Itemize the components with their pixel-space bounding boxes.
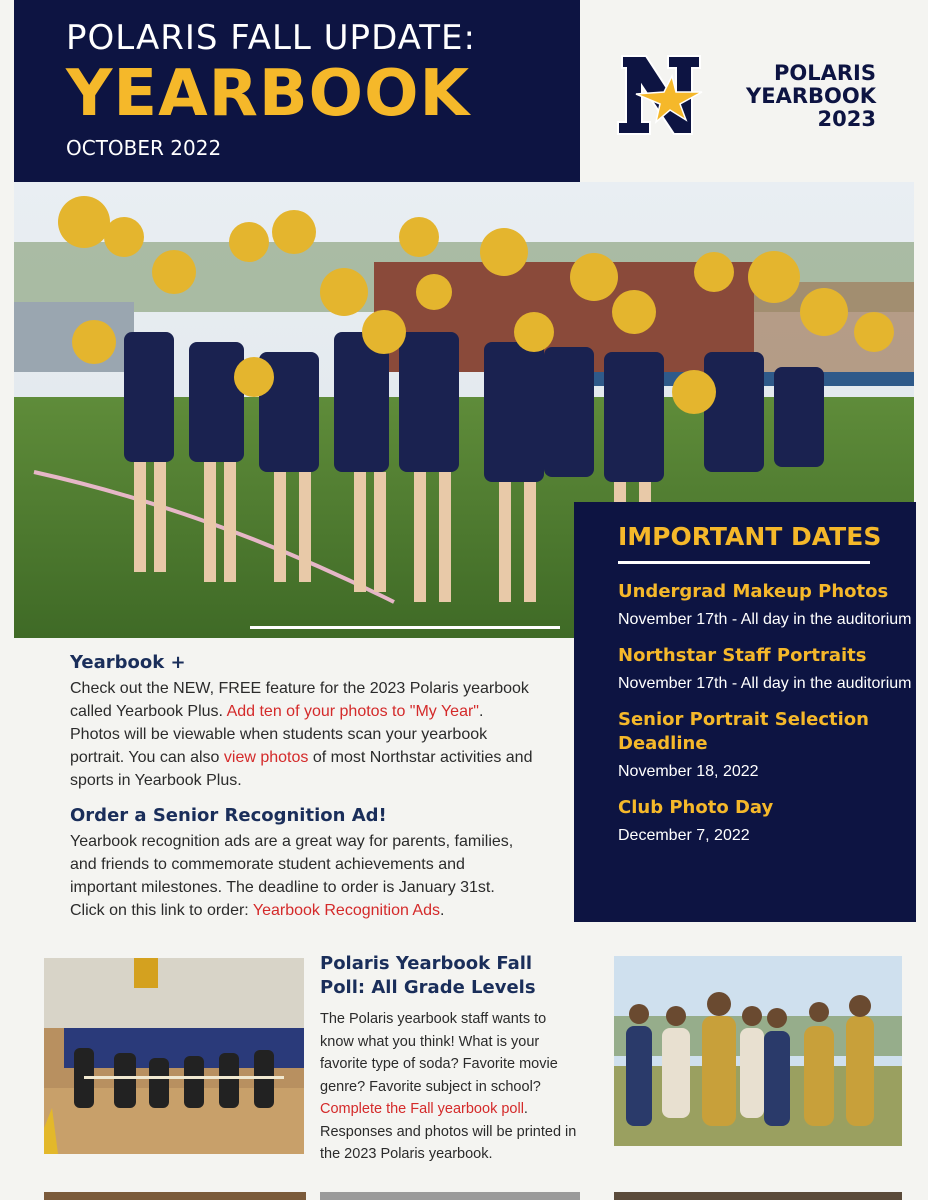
yearbook-recognition-ads-link[interactable]: Yearbook Recognition Ads xyxy=(252,902,440,919)
date-item-heading: Club Photo Day xyxy=(618,797,774,818)
senior-ad-text-part: Yearbook recognition ads are a great way for parents, families, and friends to commemorate student achievements and important milestones. The deadline to order is January 31st. Click on this link to order: xyxy=(70,833,514,919)
date-item-heading: Senior Portrait Selection Deadline xyxy=(618,709,869,754)
header-banner xyxy=(14,0,580,182)
fall-poll-text-part: The Polaris yearbook staff wants to know what you think! What is your favorite type of soda? Favorite movie genre? Favorite subject in school? xyxy=(320,1011,558,1095)
date-item xyxy=(618,580,916,632)
northstar-logo-icon xyxy=(616,52,706,138)
senior-ad-heading: Order a Senior Recognition Ad! xyxy=(70,805,387,826)
homecoming-court-photo xyxy=(614,956,902,1146)
senior-ad-section xyxy=(70,805,540,922)
brand-line3: 2023 xyxy=(817,107,876,131)
yearbook-plus-text-part: of most Northstar activities and sports in Yearbook Plus. xyxy=(70,749,533,789)
header-title-yearbook: YEARBOOK xyxy=(66,57,471,131)
date-item-heading: Northstar Staff Portraits xyxy=(618,645,867,666)
important-dates-divider xyxy=(618,561,870,564)
date-item-detail: December 7, 2022 xyxy=(618,827,750,844)
yearbook-plus-text-part: . Photos will be viewable when students scan your yearbook portrait. You can also xyxy=(70,703,488,766)
yearbook-plus-text xyxy=(70,677,536,792)
date-item-detail: November 17th - All day in the auditorium xyxy=(618,675,912,692)
important-dates-panel xyxy=(574,502,916,922)
brand-wordmark xyxy=(716,62,876,131)
tug-of-war-photo xyxy=(44,958,304,1154)
date-item xyxy=(618,796,916,848)
header-title-line1: POLARIS FALL UPDATE: xyxy=(66,18,476,58)
add-photos-my-year-link[interactable]: Add ten of your photos to "My Year" xyxy=(226,703,479,720)
date-item-heading: Undergrad Makeup Photos xyxy=(618,581,889,602)
fall-poll-section xyxy=(320,952,582,1166)
fall-poll-text-part: . Responses and photos will be printed in the 2023 Polaris yearbook. xyxy=(320,1101,577,1162)
header-date: OCTOBER 2022 xyxy=(66,136,222,160)
yearbook-plus-heading: Yearbook + xyxy=(70,652,186,673)
fall-poll-heading: Polaris Yearbook Fall Poll: All Grade Levels xyxy=(320,953,536,998)
date-item-detail: November 17th - All day in the auditorium xyxy=(618,611,912,628)
fall-poll-text xyxy=(320,1008,582,1166)
yearbook-plus-text-part: Check out the NEW, FREE feature for the 2023 Polaris yearbook called Yearbook Plus. xyxy=(70,680,529,720)
senior-ad-text-part: . xyxy=(440,902,445,919)
important-dates-title: IMPORTANT DATES xyxy=(618,522,882,551)
bottom-photo-strip-right xyxy=(614,1192,902,1200)
fall-yearbook-poll-link[interactable]: Complete the Fall yearbook poll xyxy=(320,1101,524,1117)
view-photos-link[interactable]: view photos xyxy=(223,749,309,766)
brand-line1: POLARIS xyxy=(774,61,876,85)
bottom-photo-strip-left xyxy=(44,1192,306,1200)
bottom-photo-strip-middle xyxy=(320,1192,580,1200)
yearbook-plus-section xyxy=(70,652,540,792)
date-item-detail: November 18, 2022 xyxy=(618,763,759,780)
brand-line2: YEARBOOK xyxy=(746,84,876,108)
date-item xyxy=(618,708,916,784)
senior-ad-text xyxy=(70,830,532,922)
date-item xyxy=(618,644,916,696)
